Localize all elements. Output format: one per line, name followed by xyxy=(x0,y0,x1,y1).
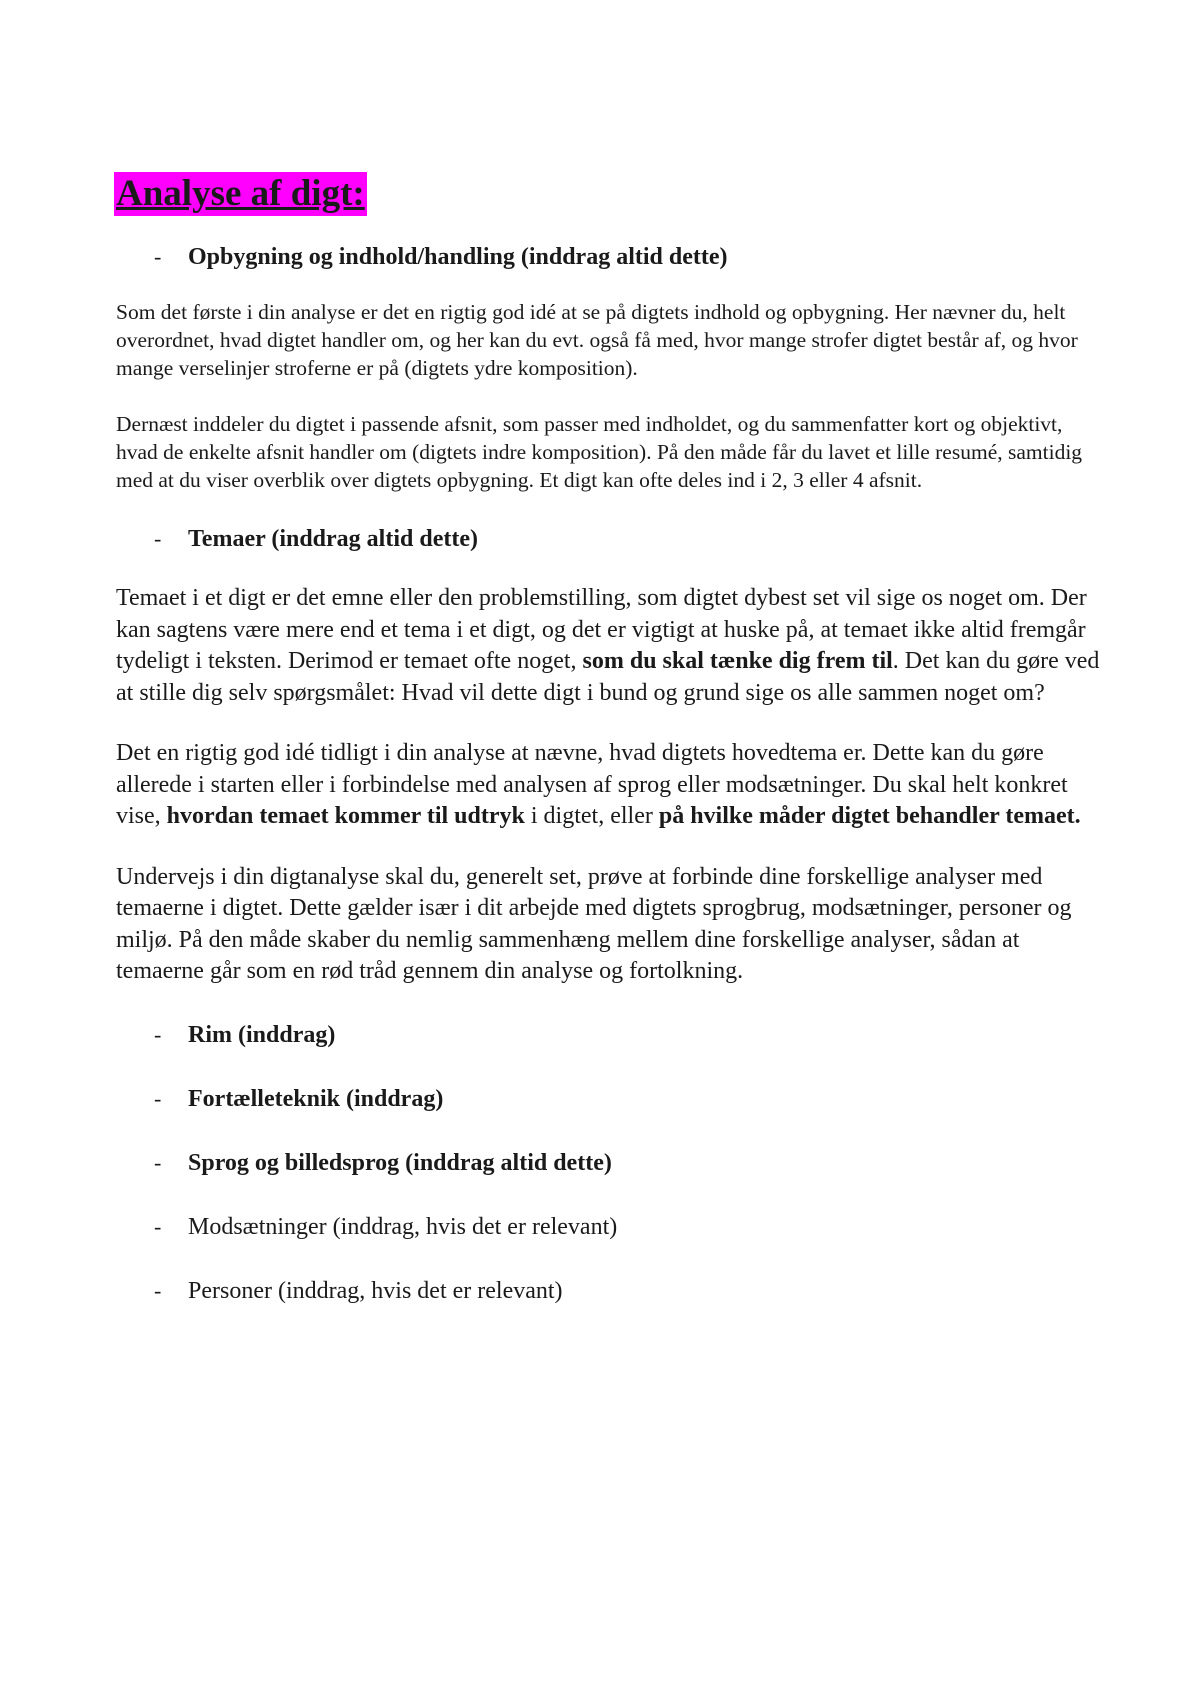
text-run: Det en rigtig god idé tidligt i din analyse at nævne, hvad digtets hovedtema er. Dette kan du gøre allerede i starten eller i forbindelse med analysen af sprog eller modsætninger. Du skal helt konkret vise, xyxy=(116,740,1068,829)
heading-label: Sprog og billedsprog (inddrag altid dette) xyxy=(188,1149,612,1176)
section-heading-fortaelleteknik xyxy=(116,1084,1106,1114)
bold-text-run: . xyxy=(1074,803,1081,829)
section-heading-opbygning xyxy=(116,242,1106,272)
paragraph-opbygning-2: Dernæst inddeler du digtet i passende afsnit, som passer med indholdet, og du sammenfatter kort og objektivt, hvad de enkelte afsnit handler om (digtets indre komposition). På den måde får du lavet et lille resumé, samtidig med at du viser overblik over digtets opbygning. Et digt kan ofte deles ind i 2, 3 eller 4 afsnit. xyxy=(116,412,1083,492)
heading-label: Temaer (inddrag altid dette) xyxy=(188,526,478,552)
bold-text-run: som du skal tænke dig frem til xyxy=(582,648,893,674)
list-dash: - xyxy=(154,1277,162,1303)
list-dash: - xyxy=(154,244,162,269)
paragraph-temaer-2 xyxy=(116,738,1106,833)
document-page xyxy=(116,172,1106,1306)
list-dash: - xyxy=(154,1085,162,1111)
list-dash: - xyxy=(154,1021,162,1047)
heading-label: Fortælleteknik (inddrag) xyxy=(188,1085,444,1112)
paragraph-temaer-3: Undervejs i din digtanalyse skal du, generelt set, prøve at forbinde dine forskellige analyser med temaerne i digtet. Dette gælder især i dit arbejde med digtets sprogbrug, modsætninger, personer og miljø. På den måde skaber du nemlig sammenhæng mellem dine forskellige analyser, sådan at temaerne går som en rød tråd gennem din analyse og fortolkning. xyxy=(116,863,1072,984)
list-dash: - xyxy=(154,526,162,551)
heading-label: Modsætninger (inddrag, hvis det er relevant) xyxy=(188,1213,618,1240)
heading-label: Opbygning og indhold/handling (inddrag altid dette) xyxy=(188,244,728,270)
bold-text-run: på hvilke måder digtet behandler temaet xyxy=(658,803,1075,829)
heading-label: Personer (inddrag, hvis det er relevant) xyxy=(188,1277,563,1304)
text-run: i digtet, eller xyxy=(524,803,659,829)
section-heading-rim xyxy=(116,1020,1106,1050)
section-heading-personer xyxy=(116,1276,1106,1306)
text-run: Temaet i et digt er det emne eller den problemstilling, som digtet dybest set vil sige os noget om. Der kan sagtens være mere end et tema i et digt, og det er vigtigt at huske på, at temaet ikke altid fremgår tydeligt i teksten. Derimod er temaet ofte noget, xyxy=(116,585,1087,674)
list-dash: - xyxy=(154,1149,162,1175)
section-heading-temaer xyxy=(116,524,1106,554)
bold-text-run: hvordan temaet kommer til udtryk xyxy=(166,803,525,829)
section-heading-modsaetninger xyxy=(116,1212,1106,1242)
document-title: Analyse af digt: xyxy=(116,173,365,214)
paragraph-temaer-1 xyxy=(116,583,1106,709)
text-run: . Det kan du gøre ved at stille dig selv spørgsmålet: Hvad vil dette digt i bund og grund sige os alle sammen noget om? xyxy=(116,648,1100,706)
section-heading-sprog xyxy=(116,1148,1106,1178)
list-dash: - xyxy=(154,1213,162,1239)
paragraph-opbygning-1: Som det første i din analyse er det en rigtig god idé at se på digtets indhold og opbygning. Her nævner du, helt overordnet, hvad digtet handler om, og her kan du evt. også få med, hvor mange strofer digtet består af, og hvor mange verselinjer stroferne er på (digtets ydre komposition). xyxy=(116,300,1078,380)
heading-label: Rim (inddrag) xyxy=(188,1021,336,1048)
